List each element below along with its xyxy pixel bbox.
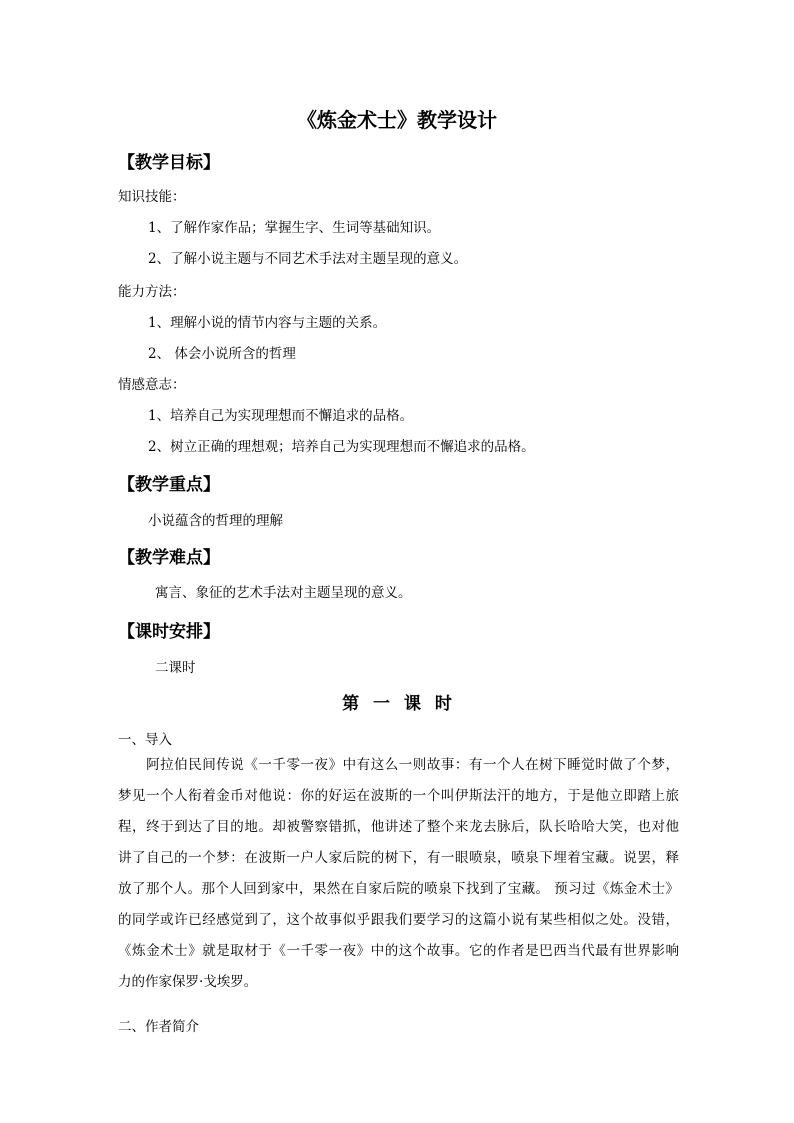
lesson-title: 第 一 课 时	[342, 694, 452, 714]
intro-line: 《炼金术士》就是取材于《一千零一夜》中的这个故事。它的作者是巴西当代最有世界影响	[118, 943, 679, 959]
schedule-text: 二课时	[155, 660, 196, 676]
intro-paragraph	[118, 750, 679, 998]
difficulty-text: 寓言、象征的艺术手法对主题呈现的意义。	[155, 585, 412, 601]
document-title: 《炼金术士》教学设计	[297, 108, 497, 132]
knowledge-label: 知识技能：	[118, 189, 186, 205]
intro-line: 阿拉伯民间传说《一千零一夜》中有这么一则故事：有一个人在树下睡觉时做了个梦，	[118, 757, 679, 773]
knowledge-item-2: 2、了解小说主题与不同艺术手法对主题呈现的意义。	[148, 251, 468, 267]
schedule-heading: 【课时安排】	[118, 622, 220, 642]
ability-item-1: 1、理解小说的情节内容与主题的关系。	[148, 315, 387, 331]
ability-item-2: 2、 体会小说所含的哲理	[148, 346, 296, 362]
key-point-heading: 【教学重点】	[118, 475, 220, 495]
difficulty-heading: 【教学难点】	[118, 548, 220, 568]
intro-line: 梦见一个人衔着金币对他说：你的好运在波斯的一个叫伊斯法汗的地方，于是他立即踏上旅	[118, 788, 679, 804]
intro-line: 放了那个人。那个人回到家中，果然在自家后院的喷泉下找到了宝藏。 预习过《炼金术士》	[118, 881, 679, 897]
objectives-heading: 【教学目标】	[118, 153, 220, 173]
key-point-text: 小说蕴含的哲理的理解	[148, 513, 283, 529]
ability-label: 能力方法：	[118, 284, 186, 300]
intro-line: 讲了自己的一个梦：在波斯一户人家后院的树下，有一眼喷泉，喷泉下埋着宝藏。说罢，释	[118, 850, 679, 866]
knowledge-item-1: 1、了解作家作品；掌握生字、生词等基础知识。	[148, 220, 441, 236]
author-heading: 二、作者简介	[118, 1019, 199, 1035]
intro-line: 力的作家保罗·戈埃罗。	[118, 974, 258, 990]
intro-line: 的同学或许已经感觉到了，这个故事似乎跟我们要学习的这篇小说有某些相似之处。没错，	[118, 912, 679, 928]
intro-heading: 一、导入	[118, 732, 172, 748]
emotion-item-2: 2、树立正确的理想观；培养自己为实现理想而不懈追求的品格。	[148, 439, 535, 455]
intro-line: 程，终于到达了目的地。却被警察错抓，他讲述了整个来龙去脉后，队长哈哈大笑，也对他	[118, 819, 679, 835]
emotion-label: 情感意志：	[118, 377, 186, 393]
emotion-item-1: 1、培养自己为实现理想而不懈追求的品格。	[148, 408, 414, 424]
